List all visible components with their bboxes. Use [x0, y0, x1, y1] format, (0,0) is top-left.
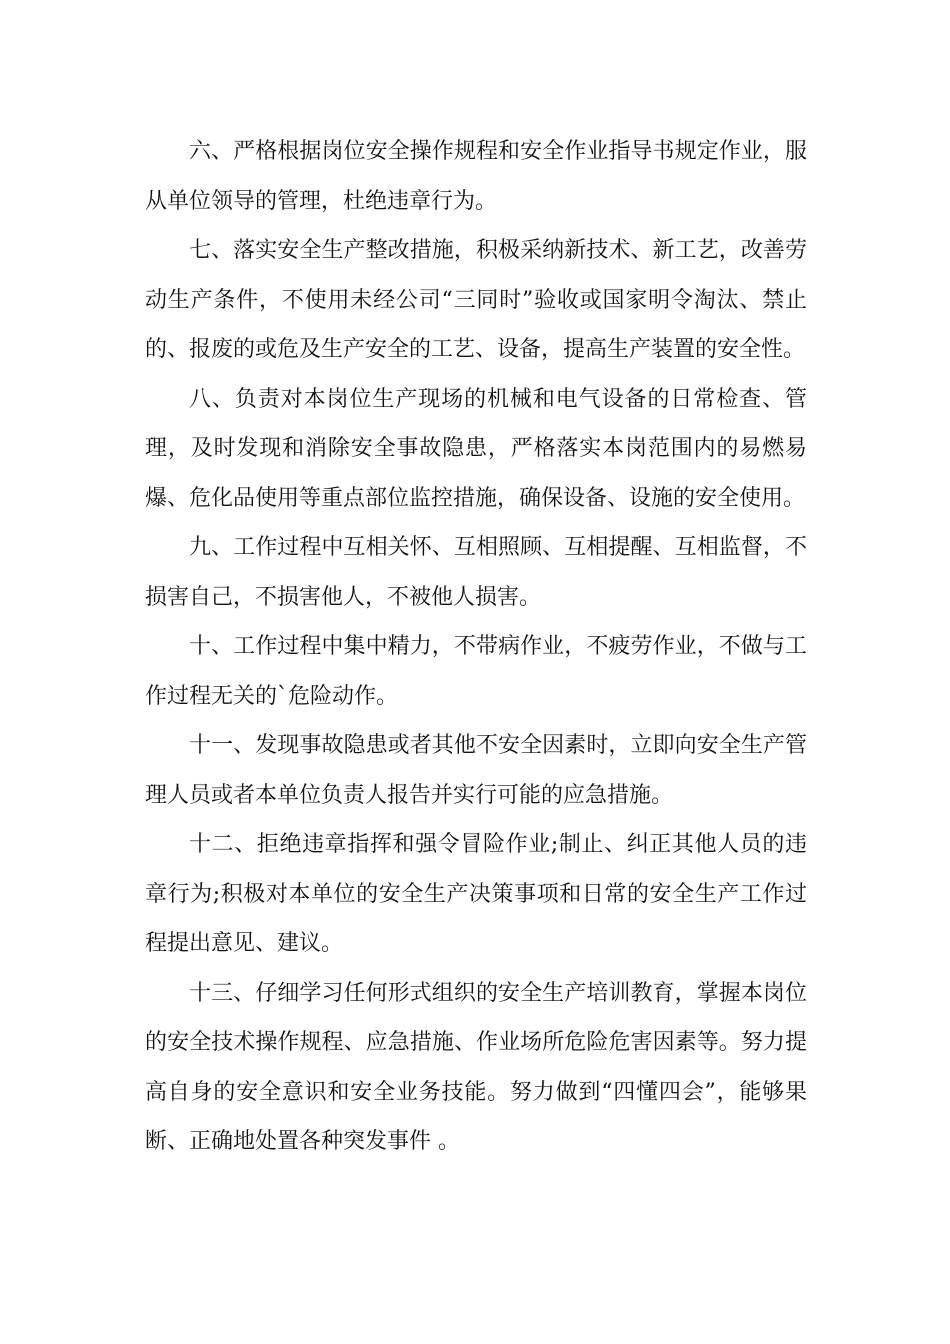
- document-body: [145, 127, 807, 1167]
- paragraph-11: 十一、发现事故隐患或者其他不安全因素时，立即向安全生产管理人员或者本单位负责人报告并实行可能的应急措施。: [145, 733, 807, 808]
- paragraph-9: 九、工作过程中互相关怀、互相照顾、互相提醒、互相监督，不损害自己，不损害他人，不被他人损害。: [145, 535, 807, 610]
- paragraph-7: 七、落实安全生产整改措施，积极采纳新技术、新工艺，改善劳动生产条件，不使用未经公司“三同时”验收或国家明令淘汰、禁止的、报废的或危及生产安全的工艺、设备，提高生产装置的安全性。: [145, 238, 807, 362]
- paragraph-10: 十、工作过程中集中精力，不带病作业，不疲劳作业，不做与工作过程无关的`危险动作。: [145, 634, 807, 709]
- paragraph-8: 八、负责对本岗位生产现场的机械和电气设备的日常检查、管理，及时发现和消除安全事故隐患，严格落实本岗范围内的易燃易爆、危化品使用等重点部位监控措施，确保设备、设施的安全使用。: [145, 386, 807, 511]
- paragraph-13: 十三、仔细学习任何形式组织的安全生产培训教育，掌握本岗位的安全技术操作规程、应急措施、作业场所危险危害因素等。努力提高自身的安全意识和安全业务技能。努力做到“四懂四会”，能够果断、正确地处置各种突发事件 。: [145, 980, 807, 1154]
- paragraph-12: 十二、拒绝违章指挥和强令冒险作业;制止、纠正其他人员的违章行为;积极对本单位的安全生产决策事项和日常的安全生产工作过程提出意见、建议。: [145, 832, 807, 956]
- paragraph-6: 六、严格根据岗位安全操作规程和安全作业指导书规定作业，服从单位领导的管理，杜绝违章行为。: [145, 139, 807, 214]
